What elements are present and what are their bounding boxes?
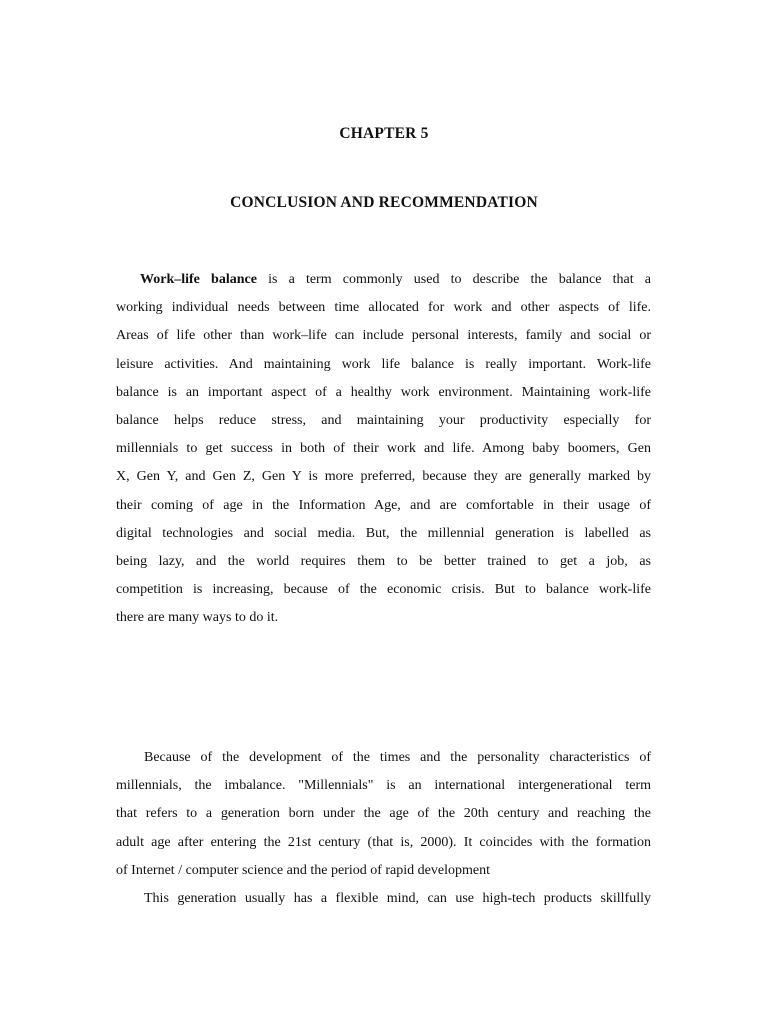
paragraph-line: balance is an important aspect of a healthy work environment. Maintaining work-life bbox=[116, 384, 651, 400]
paragraph-line: being lazy, and the world requires them to be better trained to get a job, as bbox=[116, 553, 651, 569]
paragraph-line: their coming of age in the Information Age, and are comfortable in their usage of bbox=[116, 497, 651, 513]
lead-term: Work–life balance bbox=[140, 272, 257, 287]
paragraph-line: digital technologies and social media. But, the millennial generation is labelled as bbox=[116, 525, 651, 541]
chapter-heading: CHAPTER 5 bbox=[339, 125, 429, 142]
paragraph-line: balance helps reduce stress, and maintaining your productivity especially for bbox=[116, 412, 651, 428]
paragraph-line: millennials, the imbalance. "Millennials" is an international intergenerational term bbox=[116, 778, 651, 794]
paragraph-line: that refers to a generation born under the age of the 20th century and reaching the bbox=[116, 806, 651, 822]
paragraph-line: competition is increasing, because of the economic crisis. But to balance work-life bbox=[116, 582, 651, 598]
paragraph-line: there are many ways to do it. bbox=[116, 610, 279, 626]
paragraph-line: adult age after entering the 21st century (that is, 2000). It coincides with the formation bbox=[116, 834, 651, 850]
paragraph-line: X, Gen Y, and Gen Z, Gen Y is more preferred, because they are generally marked by bbox=[116, 469, 651, 485]
paragraph-line: millennials to get success in both of their work and life. Among baby boomers, Gen bbox=[116, 441, 651, 457]
paragraph-line: This generation usually has a flexible mind, can use high-tech products skillfully bbox=[144, 890, 651, 906]
paragraph-line: working individual needs between time allocated for work and other aspects of life. bbox=[116, 300, 651, 316]
paragraph-work-life-balance bbox=[116, 266, 651, 632]
paragraph-line: Areas of life other than work–life can include personal interests, family and social or bbox=[116, 328, 651, 344]
section-title: CONCLUSION AND RECOMMENDATION bbox=[230, 194, 538, 211]
paragraph-millennials bbox=[116, 744, 651, 913]
paragraph-line bbox=[116, 266, 651, 294]
paragraph-line: of Internet / computer science and the period of rapid development bbox=[116, 862, 490, 878]
paragraph-line-text: is a term commonly used to describe the balance that a bbox=[268, 272, 651, 287]
paragraph-line: Because of the development of the times and the personality characteristics of bbox=[144, 750, 651, 765]
paragraph-line: leisure activities. And maintaining work life balance is really important. Work-life bbox=[116, 356, 651, 372]
